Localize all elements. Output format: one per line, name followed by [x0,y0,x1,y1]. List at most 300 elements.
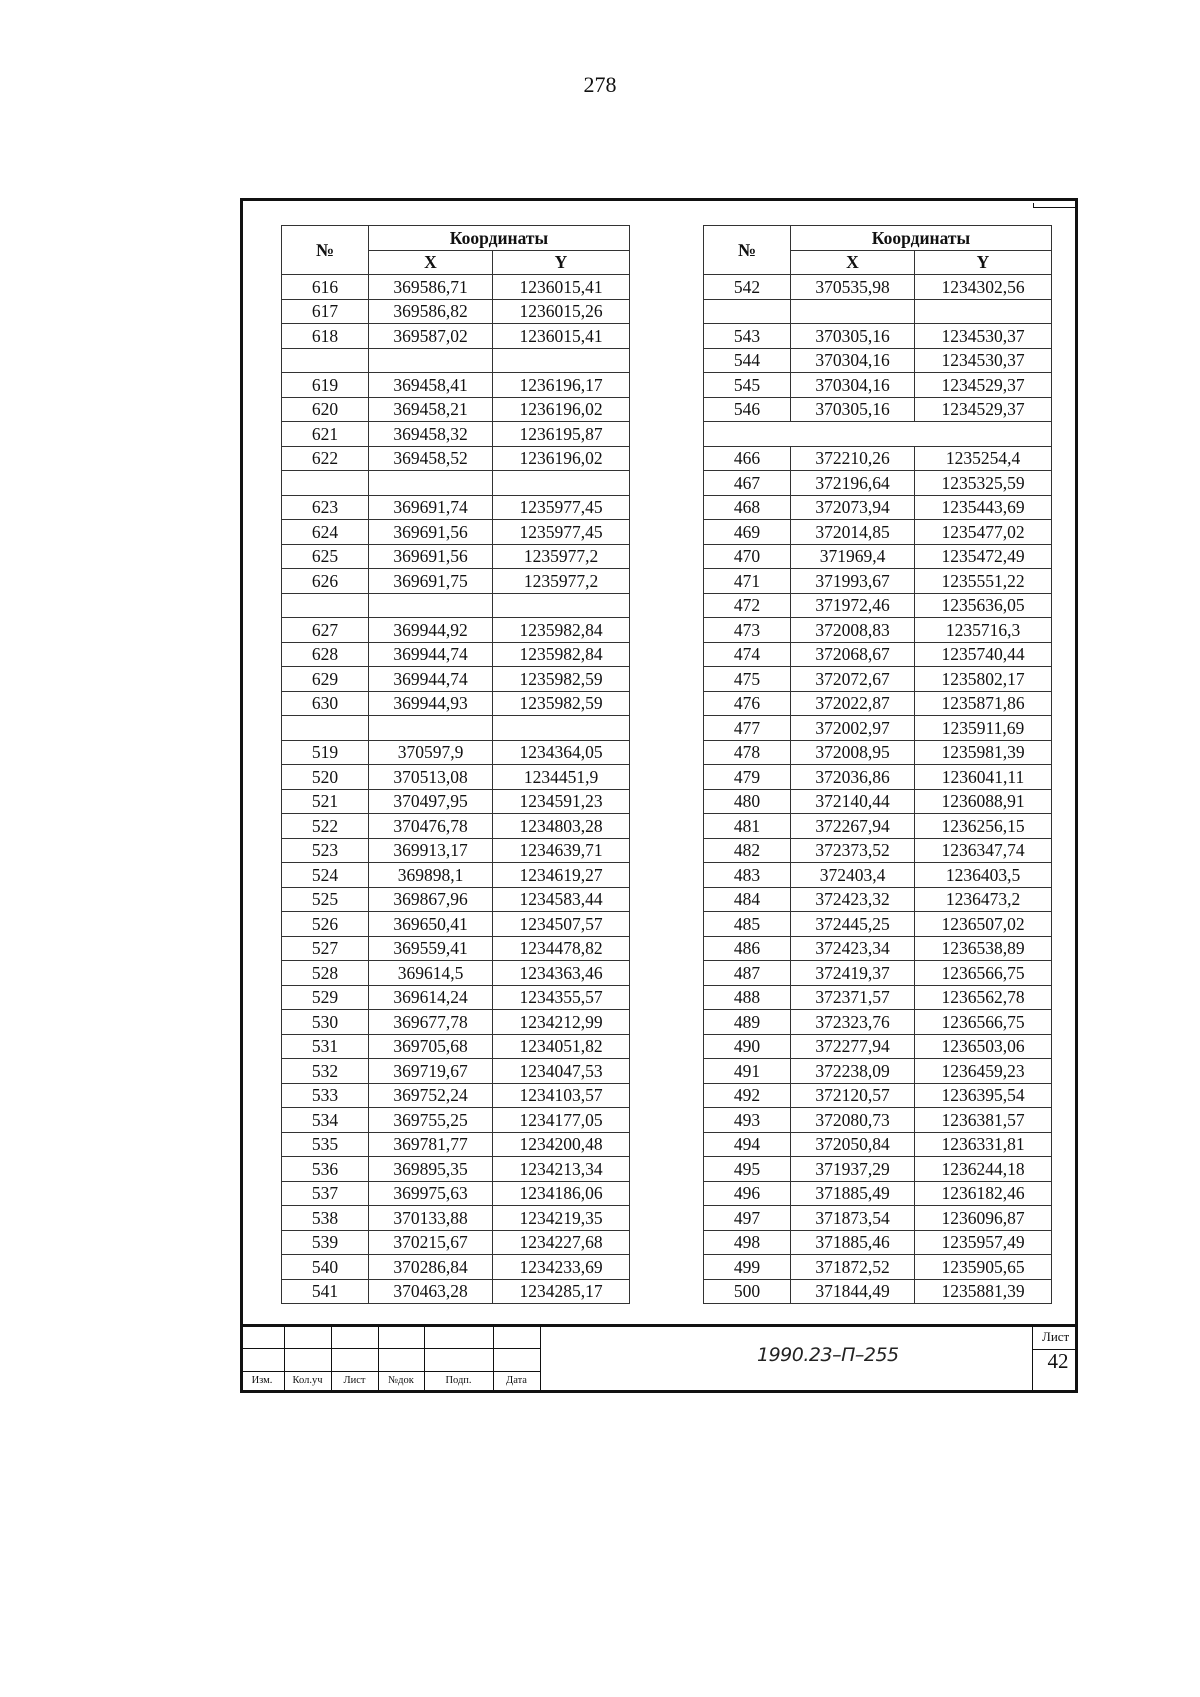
x-cell: 371885,49 [791,1181,915,1206]
y-cell: 1236096,87 [915,1206,1052,1231]
table-row [282,814,630,839]
table-row [282,642,630,667]
point-number-cell: 617 [282,299,369,324]
table-row [282,912,630,937]
table-row [282,1132,630,1157]
point-number-cell: 477 [704,716,791,741]
x-cell: 372423,34 [791,936,915,961]
table-row [282,691,630,716]
table-row [282,348,630,373]
table-row [704,667,1052,692]
y-cell: 1236347,74 [915,838,1052,863]
y-cell [493,348,630,373]
point-number-cell: 544 [704,348,791,373]
table-row [704,936,1052,961]
y-cell: 1234186,06 [493,1181,630,1206]
table-row [282,716,630,741]
table-row [282,495,630,520]
y-cell: 1236256,15 [915,814,1052,839]
x-cell: 372238,09 [791,1059,915,1084]
x-cell: 369650,41 [369,912,493,937]
point-number-cell: 489 [704,1010,791,1035]
y-cell: 1236503,06 [915,1034,1052,1059]
x-cell: 369944,92 [369,618,493,643]
point-number-cell: 526 [282,912,369,937]
point-number-cell: 493 [704,1108,791,1133]
table-row [282,1108,630,1133]
point-number-cell: 621 [282,422,369,447]
x-cell: 370535,98 [791,275,915,300]
y-cell [493,593,630,618]
table-row [704,838,1052,863]
point-number-cell: 630 [282,691,369,716]
point-number-cell: 529 [282,985,369,1010]
y-cell: 1235911,69 [915,716,1052,741]
caption-change: Изм. [251,1375,273,1386]
caption-date: Дата [506,1375,527,1386]
table-row [282,1181,630,1206]
table-row [704,618,1052,643]
x-header: X [369,250,493,275]
x-cell: 369691,56 [369,544,493,569]
y-cell: 1235477,02 [915,520,1052,545]
x-cell: 369944,93 [369,691,493,716]
table-row [704,740,1052,765]
table-row [282,471,630,496]
x-header: X [791,250,915,275]
y-cell: 1235981,39 [915,740,1052,765]
table-row [704,348,1052,373]
point-number-cell [282,593,369,618]
y-cell: 1235982,84 [493,642,630,667]
x-cell [791,299,915,324]
x-cell: 372419,37 [791,961,915,986]
table-row [704,299,1052,324]
y-cell: 1234591,23 [493,789,630,814]
point-number-cell: 482 [704,838,791,863]
table-row [704,765,1052,790]
point-number-cell: 530 [282,1010,369,1035]
y-header: Y [915,250,1052,275]
point-number-cell: 523 [282,838,369,863]
coordinates-header: Координаты [369,226,630,251]
y-cell: 1236088,91 [915,789,1052,814]
table-row [282,569,630,594]
point-number-cell: 466 [704,446,791,471]
x-cell: 369586,71 [369,275,493,300]
point-number-cell: 471 [704,569,791,594]
x-cell: 372373,52 [791,838,915,863]
x-cell: 369691,56 [369,520,493,545]
caption-sheet: Лист [343,1375,366,1386]
table-row [704,544,1052,569]
x-cell: 372445,25 [791,912,915,937]
table-row [704,912,1052,937]
y-cell: 1235325,59 [915,471,1052,496]
point-number-cell: 522 [282,814,369,839]
y-cell: 1234530,37 [915,348,1052,373]
y-cell: 1236182,46 [915,1181,1052,1206]
table-row [704,422,1052,447]
page-number: 278 [583,72,617,97]
y-cell: 1234530,37 [915,324,1052,349]
y-cell: 1235254,4 [915,446,1052,471]
x-cell: 369691,74 [369,495,493,520]
point-number-cell: 540 [282,1255,369,1280]
table-row [704,1059,1052,1084]
table-row [704,569,1052,594]
x-cell: 369913,17 [369,838,493,863]
table-row [704,1010,1052,1035]
sheet-label: Лист [1042,1329,1070,1344]
table-row [704,275,1052,300]
table-row [704,863,1052,888]
table-row [282,985,630,1010]
table-row [704,642,1052,667]
x-cell: 372072,67 [791,667,915,692]
x-cell: 372008,95 [791,740,915,765]
table-row [704,789,1052,814]
point-number-cell: 483 [704,863,791,888]
x-cell: 370304,16 [791,348,915,373]
x-cell: 370305,16 [791,397,915,422]
x-cell: 369705,68 [369,1034,493,1059]
table-row [704,471,1052,496]
point-number-cell: 519 [282,740,369,765]
y-cell: 1235957,49 [915,1230,1052,1255]
table-row [282,544,630,569]
point-number-cell: 542 [704,275,791,300]
coordinates-header: Координаты [791,226,1052,251]
x-cell: 372277,94 [791,1034,915,1059]
x-cell: 372050,84 [791,1132,915,1157]
x-cell: 371972,46 [791,593,915,618]
point-number-cell: 527 [282,936,369,961]
x-cell: 372014,85 [791,520,915,545]
x-cell: 370513,08 [369,765,493,790]
table-row [282,667,630,692]
point-number-cell: 618 [282,324,369,349]
y-cell: 1236196,02 [493,397,630,422]
point-number-cell: 625 [282,544,369,569]
point-number-cell: 476 [704,691,791,716]
point-number-cell: 484 [704,887,791,912]
x-cell: 372036,86 [791,765,915,790]
point-number-cell: 492 [704,1083,791,1108]
x-cell: 372210,26 [791,446,915,471]
point-number-cell: 495 [704,1157,791,1182]
point-number-cell: 497 [704,1206,791,1231]
point-number-cell: 535 [282,1132,369,1157]
y-cell: 1234233,69 [493,1255,630,1280]
table-row [282,593,630,618]
table-row [704,495,1052,520]
y-cell: 1235472,49 [915,544,1052,569]
x-cell: 371873,54 [791,1206,915,1231]
table-row [704,887,1052,912]
y-cell: 1234212,99 [493,1010,630,1035]
table-row [282,422,630,447]
point-number-cell: 538 [282,1206,369,1231]
table-row [704,1279,1052,1304]
y-cell: 1236381,57 [915,1108,1052,1133]
point-number-cell: 536 [282,1157,369,1182]
point-number-cell [282,471,369,496]
x-cell: 372068,67 [791,642,915,667]
point-number-cell: 472 [704,593,791,618]
x-cell: 371937,29 [791,1157,915,1182]
y-cell: 1234200,48 [493,1132,630,1157]
y-cell: 1234355,57 [493,985,630,1010]
point-number-cell: 468 [704,495,791,520]
y-cell: 1236562,78 [915,985,1052,1010]
table-row [282,1083,630,1108]
table-row [282,789,630,814]
point-number-cell: 616 [282,275,369,300]
x-cell: 370304,16 [791,373,915,398]
x-cell: 370497,95 [369,789,493,814]
x-cell: 369458,32 [369,422,493,447]
x-cell: 369458,52 [369,446,493,471]
y-cell: 1235982,59 [493,667,630,692]
y-cell: 1234227,68 [493,1230,630,1255]
x-cell: 372002,97 [791,716,915,741]
x-cell: 371872,52 [791,1255,915,1280]
point-number-cell: 543 [704,324,791,349]
y-cell: 1236041,11 [915,765,1052,790]
y-cell: 1234103,57 [493,1083,630,1108]
x-cell: 369614,24 [369,985,493,1010]
table-row [704,1230,1052,1255]
point-number-cell: 490 [704,1034,791,1059]
y-cell: 1234639,71 [493,838,630,863]
point-number-cell: 534 [282,1108,369,1133]
x-cell: 370305,16 [791,324,915,349]
point-number-cell: 541 [282,1279,369,1304]
y-cell: 1236015,41 [493,275,630,300]
point-number-cell: 619 [282,373,369,398]
x-cell: 370597,9 [369,740,493,765]
x-cell: 372008,83 [791,618,915,643]
coordinates-table-left [281,225,630,1304]
y-cell: 1236015,26 [493,299,630,324]
point-number-cell: 521 [282,789,369,814]
y-cell: 1234302,56 [915,275,1052,300]
table-row [282,373,630,398]
x-cell: 369458,21 [369,397,493,422]
table-row [704,1108,1052,1133]
point-number-cell: 537 [282,1181,369,1206]
table-row [704,691,1052,716]
y-cell: 1234478,82 [493,936,630,961]
table-row [282,1255,630,1280]
table-row [282,936,630,961]
x-cell: 372073,94 [791,495,915,520]
table-row [704,446,1052,471]
x-cell: 369677,78 [369,1010,493,1035]
y-cell: 1235443,69 [915,495,1052,520]
table-row [282,275,630,300]
point-number-cell: 475 [704,667,791,692]
sheet-number: 42 [1047,1349,1069,1373]
point-number-cell: 628 [282,642,369,667]
frame-corner-mark [1033,203,1078,208]
x-cell: 369752,24 [369,1083,493,1108]
y-cell: 1236566,75 [915,1010,1052,1035]
x-cell: 370133,88 [369,1206,493,1231]
x-cell: 369719,67 [369,1059,493,1084]
table-row [282,1279,630,1304]
point-number-cell: 491 [704,1059,791,1084]
table-row [282,324,630,349]
point-number-cell: 473 [704,618,791,643]
x-cell: 372120,57 [791,1083,915,1108]
table-row [282,618,630,643]
x-cell [369,471,493,496]
point-number-cell: 485 [704,912,791,937]
y-cell: 1236473,2 [915,887,1052,912]
y-cell: 1235905,65 [915,1255,1052,1280]
point-number-cell: 470 [704,544,791,569]
table-row [704,324,1052,349]
x-cell: 371969,4 [791,544,915,569]
y-cell [915,299,1052,324]
table-row [704,961,1052,986]
x-cell: 369781,77 [369,1132,493,1157]
point-number-cell: 539 [282,1230,369,1255]
table-row [282,446,630,471]
y-cell: 1234213,34 [493,1157,630,1182]
y-cell: 1235716,3 [915,618,1052,643]
y-cell: 1236196,17 [493,373,630,398]
point-number-cell: 532 [282,1059,369,1084]
point-number-cell: 524 [282,863,369,888]
y-cell: 1234619,27 [493,863,630,888]
x-cell: 372423,32 [791,887,915,912]
point-number-cell: 488 [704,985,791,1010]
table-row [704,1132,1052,1157]
point-number-cell: 474 [704,642,791,667]
x-cell [369,716,493,741]
x-cell: 369587,02 [369,324,493,349]
y-cell: 1235977,45 [493,520,630,545]
y-cell: 1235977,2 [493,544,630,569]
y-cell: 1235881,39 [915,1279,1052,1304]
point-number-cell: 533 [282,1083,369,1108]
y-cell: 1236507,02 [915,912,1052,937]
point-number-cell: 624 [282,520,369,545]
y-cell: 1235982,84 [493,618,630,643]
table-row [282,961,630,986]
point-number-cell: 525 [282,887,369,912]
table-row [704,1255,1052,1280]
point-number-cell: 531 [282,1034,369,1059]
y-cell: 1235740,44 [915,642,1052,667]
x-cell: 369944,74 [369,642,493,667]
y-cell [493,716,630,741]
point-number-cell: 487 [704,961,791,986]
x-cell: 372080,73 [791,1108,915,1133]
x-cell: 372267,94 [791,814,915,839]
spacer-cell [704,422,1052,447]
x-cell: 370463,28 [369,1279,493,1304]
y-cell: 1236196,02 [493,446,630,471]
x-cell: 371885,46 [791,1230,915,1255]
y-cell: 1234051,82 [493,1034,630,1059]
y-cell: 1235977,2 [493,569,630,594]
y-cell: 1234529,37 [915,373,1052,398]
x-cell: 369614,5 [369,961,493,986]
table-row [282,1230,630,1255]
y-cell: 1234047,53 [493,1059,630,1084]
table-row [282,838,630,863]
x-cell: 369755,25 [369,1108,493,1133]
x-cell: 372323,76 [791,1010,915,1035]
table-row [704,985,1052,1010]
x-cell [369,593,493,618]
caption-count: Кол.уч [292,1375,323,1386]
y-header: Y [493,250,630,275]
y-cell: 1234529,37 [915,397,1052,422]
table-row [704,1157,1052,1182]
table-row [282,1034,630,1059]
caption-signature: Подп. [445,1375,472,1386]
table-row [704,520,1052,545]
number-header: № [704,226,791,275]
table-row [704,1181,1052,1206]
table-row [704,1034,1052,1059]
point-number-cell: 500 [704,1279,791,1304]
y-cell: 1236015,41 [493,324,630,349]
y-cell: 1236538,89 [915,936,1052,961]
x-cell: 370286,84 [369,1255,493,1280]
y-cell: 1235871,86 [915,691,1052,716]
table-row [282,1010,630,1035]
title-block [240,1324,1078,1393]
point-number-cell: 520 [282,765,369,790]
point-number-cell: 467 [704,471,791,496]
x-cell: 370215,67 [369,1230,493,1255]
y-cell: 1234219,35 [493,1206,630,1231]
y-cell: 1234363,46 [493,961,630,986]
point-number-cell: 629 [282,667,369,692]
point-number-cell: 480 [704,789,791,814]
y-cell: 1234364,05 [493,740,630,765]
x-cell: 372371,57 [791,985,915,1010]
y-cell: 1236566,75 [915,961,1052,986]
point-number-cell: 499 [704,1255,791,1280]
y-cell: 1234583,44 [493,887,630,912]
y-cell: 1236403,5 [915,863,1052,888]
point-number-cell: 469 [704,520,791,545]
x-cell: 371993,67 [791,569,915,594]
point-number-cell: 545 [704,373,791,398]
y-cell: 1235551,22 [915,569,1052,594]
point-number-cell: 627 [282,618,369,643]
x-cell: 369559,41 [369,936,493,961]
y-cell: 1234285,17 [493,1279,630,1304]
point-number-cell: 494 [704,1132,791,1157]
table-row [282,1206,630,1231]
point-number-cell [282,348,369,373]
x-cell: 369898,1 [369,863,493,888]
point-number-cell: 481 [704,814,791,839]
point-number-cell: 498 [704,1230,791,1255]
point-number-cell [282,716,369,741]
table-row [704,716,1052,741]
coordinates-table-right [703,225,1052,1304]
point-number-cell: 546 [704,397,791,422]
